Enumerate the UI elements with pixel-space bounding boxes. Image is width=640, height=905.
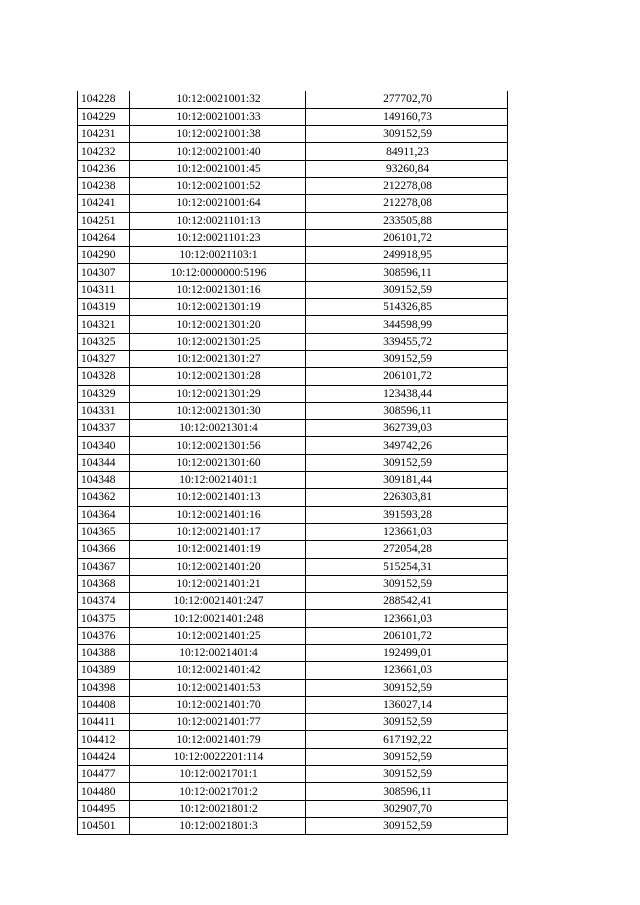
row-code-cell: 104307	[78, 264, 130, 281]
cadastral-number-cell: 10:12:0021101:23	[130, 229, 306, 246]
row-code-cell: 104344	[78, 454, 130, 471]
cadastral-number-cell: 10:12:0021001:32	[130, 91, 306, 108]
value-cell: 309152,59	[306, 281, 508, 298]
value-cell: 309152,59	[306, 714, 508, 731]
value-cell: 233505,88	[306, 212, 508, 229]
table-row	[78, 126, 508, 143]
cadastral-number-cell: 10:12:0021301:56	[130, 437, 306, 454]
table-row	[78, 593, 508, 610]
table-row	[78, 229, 508, 246]
table-row	[78, 368, 508, 385]
value-cell: 515254,31	[306, 558, 508, 575]
value-cell: 93260,84	[306, 160, 508, 177]
value-cell: 309152,59	[306, 126, 508, 143]
value-cell: 206101,72	[306, 627, 508, 644]
cadastral-number-cell: 10:12:0000000:5196	[130, 264, 306, 281]
cadastral-number-cell: 10:12:0021301:29	[130, 385, 306, 402]
cadastral-number-cell: 10:12:0021101:13	[130, 212, 306, 229]
value-cell: 123661,03	[306, 610, 508, 627]
value-cell: 192499,01	[306, 645, 508, 662]
row-code-cell: 104331	[78, 402, 130, 419]
value-cell: 308596,11	[306, 402, 508, 419]
value-cell: 212278,08	[306, 195, 508, 212]
table-row	[78, 489, 508, 506]
table-row	[78, 333, 508, 350]
table-row	[78, 402, 508, 419]
table-row	[78, 454, 508, 471]
cadastral-number-cell: 10:12:0021301:30	[130, 402, 306, 419]
value-cell: 226303,81	[306, 489, 508, 506]
table-row	[78, 177, 508, 194]
row-code-cell: 104364	[78, 506, 130, 523]
table-row	[78, 679, 508, 696]
row-code-cell: 104319	[78, 299, 130, 316]
row-code-cell: 104251	[78, 212, 130, 229]
cadastral-number-cell: 10:12:0021401:1	[130, 472, 306, 489]
cadastral-number-cell: 10:12:0021001:45	[130, 160, 306, 177]
cadastral-number-cell: 10:12:0021401:21	[130, 575, 306, 592]
value-cell: 149160,73	[306, 108, 508, 125]
row-code-cell: 104231	[78, 126, 130, 143]
cadastral-number-cell: 10:12:0021401:20	[130, 558, 306, 575]
table-row	[78, 714, 508, 731]
cadastral-number-cell: 10:12:0021401:4	[130, 645, 306, 662]
table-row	[78, 160, 508, 177]
value-cell: 308596,11	[306, 783, 508, 800]
table-row	[78, 800, 508, 817]
value-cell: 309152,59	[306, 454, 508, 471]
row-code-cell: 104389	[78, 662, 130, 679]
cadastral-number-cell: 10:12:0021401:13	[130, 489, 306, 506]
value-cell: 309152,59	[306, 817, 508, 834]
value-cell: 514326,85	[306, 299, 508, 316]
row-code-cell: 104375	[78, 610, 130, 627]
cadastral-number-cell: 10:12:0021401:247	[130, 593, 306, 610]
value-cell: 339455,72	[306, 333, 508, 350]
value-cell: 302907,70	[306, 800, 508, 817]
value-cell: 309152,59	[306, 748, 508, 765]
table-body	[78, 91, 508, 835]
table-row	[78, 472, 508, 489]
row-code-cell: 104241	[78, 195, 130, 212]
row-code-cell: 104495	[78, 800, 130, 817]
value-cell: 206101,72	[306, 368, 508, 385]
table-row	[78, 91, 508, 108]
row-code-cell: 104362	[78, 489, 130, 506]
value-cell: 206101,72	[306, 229, 508, 246]
cadastral-number-cell: 10:12:0021301:60	[130, 454, 306, 471]
table-row	[78, 350, 508, 367]
cadastral-number-cell: 10:12:0021301:20	[130, 316, 306, 333]
value-cell: 123438,44	[306, 385, 508, 402]
table-row	[78, 662, 508, 679]
row-code-cell: 104412	[78, 731, 130, 748]
table-row	[78, 506, 508, 523]
value-cell: 617192,22	[306, 731, 508, 748]
value-cell: 84911,23	[306, 143, 508, 160]
cadastral-number-cell: 10:12:0021401:16	[130, 506, 306, 523]
row-code-cell: 104229	[78, 108, 130, 125]
value-cell: 309152,59	[306, 350, 508, 367]
value-cell: 391593,28	[306, 506, 508, 523]
cadastral-number-cell: 10:12:0021001:33	[130, 108, 306, 125]
row-code-cell: 104368	[78, 575, 130, 592]
cadastral-number-cell: 10:12:0021401:53	[130, 679, 306, 696]
row-code-cell: 104411	[78, 714, 130, 731]
cadastral-number-cell: 10:12:0021301:28	[130, 368, 306, 385]
table-row	[78, 696, 508, 713]
table-row	[78, 264, 508, 281]
table-row	[78, 316, 508, 333]
table-row	[78, 610, 508, 627]
row-code-cell: 104388	[78, 645, 130, 662]
cadastral-number-cell: 10:12:0021001:38	[130, 126, 306, 143]
table-row	[78, 558, 508, 575]
row-code-cell: 104337	[78, 420, 130, 437]
value-cell: 309152,59	[306, 679, 508, 696]
table-row	[78, 766, 508, 783]
table-row	[78, 437, 508, 454]
value-cell: 309152,59	[306, 766, 508, 783]
table-row	[78, 108, 508, 125]
table-row	[78, 731, 508, 748]
row-code-cell: 104424	[78, 748, 130, 765]
row-code-cell: 104328	[78, 368, 130, 385]
row-code-cell: 104367	[78, 558, 130, 575]
row-code-cell: 104477	[78, 766, 130, 783]
cadastral-number-cell: 10:12:0021401:25	[130, 627, 306, 644]
row-code-cell: 104365	[78, 523, 130, 540]
table-row	[78, 212, 508, 229]
value-cell: 249918,95	[306, 247, 508, 264]
row-code-cell: 104398	[78, 679, 130, 696]
value-cell: 123661,03	[306, 523, 508, 540]
cadastral-value-table	[77, 91, 508, 835]
cadastral-number-cell: 10:12:0021301:19	[130, 299, 306, 316]
row-code-cell: 104329	[78, 385, 130, 402]
table-row	[78, 299, 508, 316]
table-row	[78, 541, 508, 558]
value-cell: 349742,26	[306, 437, 508, 454]
cadastral-number-cell: 10:12:0021801:3	[130, 817, 306, 834]
cadastral-number-cell: 10:12:0021001:40	[130, 143, 306, 160]
row-code-cell: 104501	[78, 817, 130, 834]
table-row	[78, 385, 508, 402]
row-code-cell: 104340	[78, 437, 130, 454]
cadastral-number-cell: 10:12:0021401:19	[130, 541, 306, 558]
table-row	[78, 195, 508, 212]
cadastral-number-cell: 10:12:0021401:79	[130, 731, 306, 748]
row-code-cell: 104290	[78, 247, 130, 264]
table-row	[78, 281, 508, 298]
cadastral-number-cell: 10:12:0021801:2	[130, 800, 306, 817]
row-code-cell: 104348	[78, 472, 130, 489]
cadastral-number-cell: 10:12:0021701:2	[130, 783, 306, 800]
table-row	[78, 575, 508, 592]
value-cell: 309181,44	[306, 472, 508, 489]
row-code-cell: 104408	[78, 696, 130, 713]
row-code-cell: 104236	[78, 160, 130, 177]
value-cell: 277702,70	[306, 91, 508, 108]
cadastral-number-cell: 10:12:0021401:17	[130, 523, 306, 540]
cadastral-number-cell: 10:12:0021301:27	[130, 350, 306, 367]
table-row	[78, 143, 508, 160]
table-row	[78, 420, 508, 437]
value-cell: 308596,11	[306, 264, 508, 281]
row-code-cell: 104311	[78, 281, 130, 298]
cadastral-number-cell: 10:12:0021301:4	[130, 420, 306, 437]
row-code-cell: 104264	[78, 229, 130, 246]
cadastral-number-cell: 10:12:0021301:25	[130, 333, 306, 350]
cadastral-number-cell: 10:12:0022201:114	[130, 748, 306, 765]
cadastral-number-cell: 10:12:0021401:248	[130, 610, 306, 627]
value-cell: 344598,99	[306, 316, 508, 333]
cadastral-number-cell: 10:12:0021701:1	[130, 766, 306, 783]
row-code-cell: 104327	[78, 350, 130, 367]
value-cell: 288542,41	[306, 593, 508, 610]
value-cell: 123661,03	[306, 662, 508, 679]
table-row	[78, 247, 508, 264]
row-code-cell: 104366	[78, 541, 130, 558]
cadastral-number-cell: 10:12:0021401:77	[130, 714, 306, 731]
cadastral-number-cell: 10:12:0021401:70	[130, 696, 306, 713]
value-cell: 309152,59	[306, 575, 508, 592]
table-row	[78, 523, 508, 540]
row-code-cell: 104228	[78, 91, 130, 108]
table-row	[78, 627, 508, 644]
table-row	[78, 783, 508, 800]
row-code-cell: 104238	[78, 177, 130, 194]
cadastral-number-cell: 10:12:0021301:16	[130, 281, 306, 298]
value-cell: 272054,28	[306, 541, 508, 558]
cadastral-number-cell: 10:12:0021103:1	[130, 247, 306, 264]
row-code-cell: 104480	[78, 783, 130, 800]
value-cell: 362739,03	[306, 420, 508, 437]
row-code-cell: 104232	[78, 143, 130, 160]
row-code-cell: 104374	[78, 593, 130, 610]
row-code-cell: 104376	[78, 627, 130, 644]
cadastral-number-cell: 10:12:0021001:52	[130, 177, 306, 194]
cadastral-number-cell: 10:12:0021401:42	[130, 662, 306, 679]
table-row	[78, 817, 508, 834]
row-code-cell: 104325	[78, 333, 130, 350]
document-page	[77, 91, 507, 835]
table-row	[78, 645, 508, 662]
cadastral-number-cell: 10:12:0021001:64	[130, 195, 306, 212]
table-row	[78, 748, 508, 765]
row-code-cell: 104321	[78, 316, 130, 333]
value-cell: 212278,08	[306, 177, 508, 194]
value-cell: 136027,14	[306, 696, 508, 713]
